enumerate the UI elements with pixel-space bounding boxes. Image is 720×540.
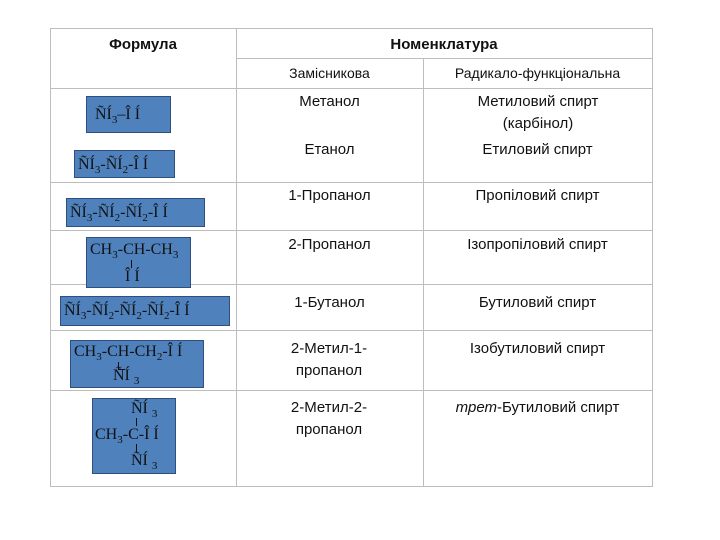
bond-line: [136, 418, 137, 426]
header-formula: Формула: [109, 36, 177, 53]
name-substitutive-4: 1-Бутанол: [294, 294, 365, 311]
name-radical-1: Етиловий спирт: [482, 141, 593, 158]
name-radical-2: Пропіловий спирт: [475, 187, 600, 204]
subheader-substitutive: Замісникова: [289, 65, 370, 81]
table-border-bottom: [50, 486, 653, 487]
name-radical-5: Ізобутиловий спирт: [469, 340, 606, 357]
name-substitutive-3: 2-Пропанол: [288, 236, 371, 253]
formula-2-propanol: $CH_3-CH-CH_3$ Î Í: [86, 237, 191, 288]
table-rule: [50, 390, 653, 391]
name-radical-6: [423, 397, 652, 419]
subheader-radical-functional: Радикало-функціональна: [454, 65, 621, 81]
name-substitutive-5: 2-Метил-1-пропанол: [290, 340, 368, 379]
table-rule: [50, 182, 653, 183]
name-radical-0: Метиловий спирт (карбінол): [477, 93, 599, 132]
formula-methanol: $ÑÍ_3-Î$ Í: [86, 96, 171, 133]
table-border-right: [652, 28, 653, 487]
name-radical-3: Ізопропіловий спирт: [467, 236, 608, 253]
table-border-top: [50, 28, 653, 29]
header-nomenclature: Номенклатура: [390, 36, 498, 53]
table-rule-header: [50, 88, 653, 89]
formula-1-butanol: $ÑÍ_3-ÑÍ_2-ÑÍ_2-ÑÍ_2-Î$ Í: [60, 296, 230, 326]
formula-ethanol: $ÑÍ_3-ÑÍ_2-Î$ Í: [74, 150, 175, 178]
bond-line: [136, 444, 137, 452]
formula-2-methyl-2-propanol: ÑÍ $_3$ $CH_3-C-Î$ Í ÑÍ $_3$: [92, 398, 176, 474]
name-substitutive-6: 2-Метил-2-пропанол: [290, 399, 368, 438]
table-divider-nomenclature: [423, 58, 424, 487]
name-substitutive-0: Метанол: [299, 93, 360, 110]
table-rule: [50, 230, 653, 231]
formula-1-propanol: $ÑÍ_3-ÑÍ_2-ÑÍ_2-Î$ Í: [66, 198, 205, 227]
name-radical-4: Бутиловий спирт: [478, 294, 597, 311]
table-rule-subheader: [236, 58, 653, 59]
table-rule: [50, 330, 653, 331]
bond-line: [131, 260, 132, 268]
table-border-left: [50, 28, 51, 487]
name-radical-6-prefix: трет: [455, 399, 498, 416]
name-substitutive-1: Етанол: [304, 141, 355, 158]
name-radical-6-rest: -Бутиловий спирт: [497, 399, 620, 416]
name-substitutive-2: 1-Пропанол: [288, 187, 371, 204]
formula-2-methyl-1-propanol: $CH_3-CH-CH_2-Î$ Í ÑÍ $_3$: [70, 340, 204, 388]
